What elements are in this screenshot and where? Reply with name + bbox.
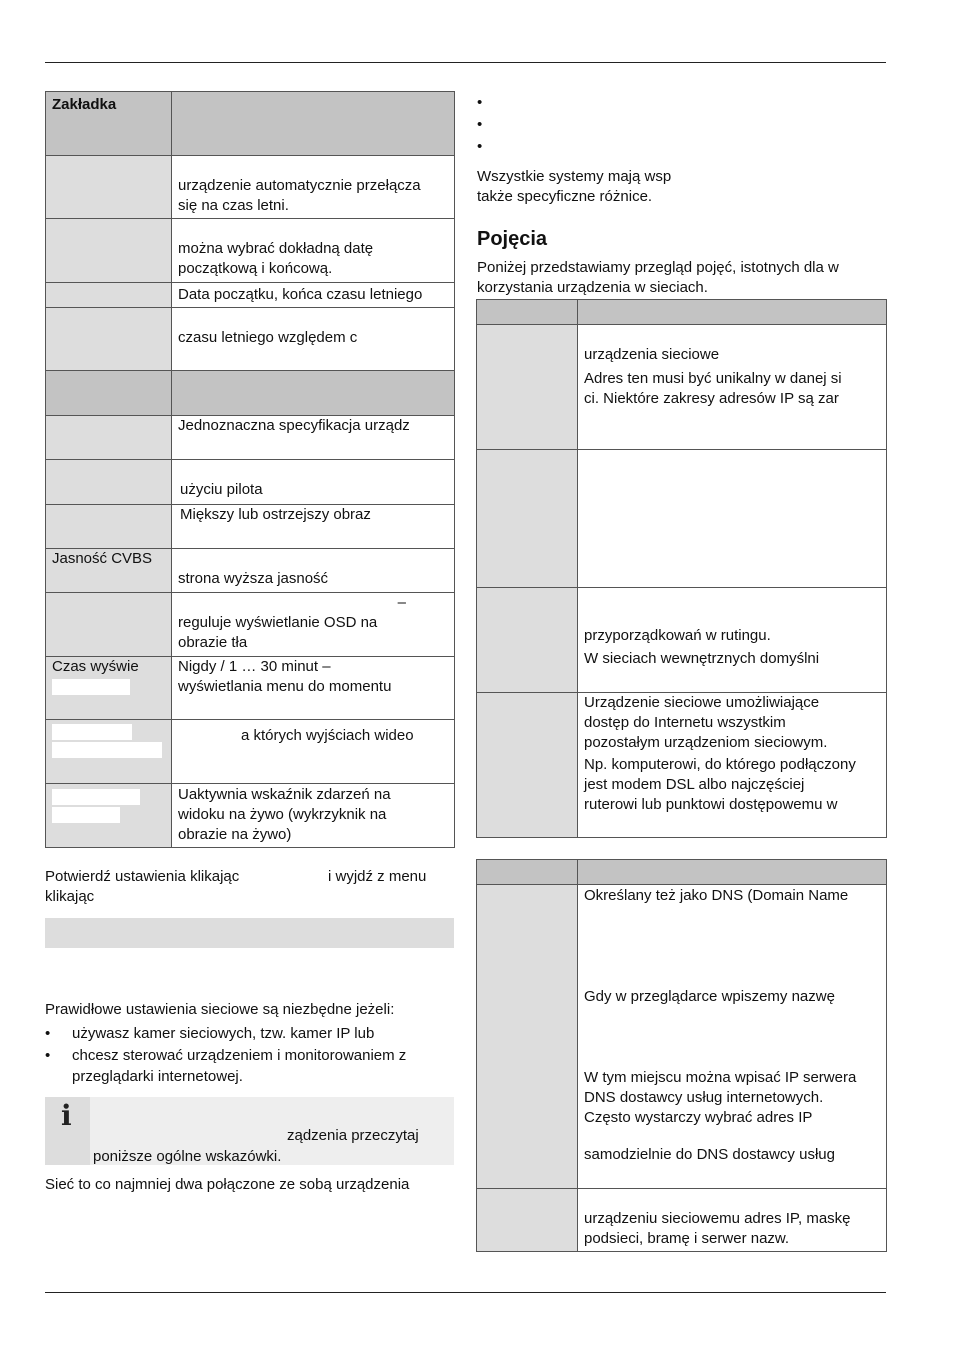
header-rule <box>45 62 886 63</box>
term-label <box>477 588 578 693</box>
section-label <box>46 371 172 416</box>
row-value: można wybrać dokładną datę początkową i końcową. <box>172 219 455 283</box>
table-row <box>46 549 455 593</box>
term-label <box>477 885 578 1189</box>
term-label <box>477 325 578 450</box>
table-row <box>46 784 455 848</box>
table-section-row <box>46 371 455 416</box>
systems-text: Wszystkie systemy mają wsp także specyficzne różnice. <box>477 168 672 205</box>
label-blank <box>52 789 140 805</box>
row-label <box>46 460 172 505</box>
table-row <box>477 1189 887 1252</box>
info-icon: i <box>45 1097 90 1165</box>
row-value: Jednoznaczna specyfikacja urządz <box>172 416 455 460</box>
label-blank <box>52 724 132 740</box>
row-label: Czas wyświe <box>46 657 172 720</box>
table-row <box>477 450 887 588</box>
list-item: • chcesz sterować urządzeniem i monitorowaniem z przeglądarki internetowej. <box>45 1045 454 1087</box>
term-label <box>477 450 578 588</box>
row-value: użyciu pilota <box>172 460 455 505</box>
right-bullets <box>477 92 886 158</box>
row-label <box>46 593 172 657</box>
row-value: Data początku, końca czasu letniego <box>172 283 455 308</box>
terms-table-2 <box>476 859 887 1252</box>
settings-table <box>45 91 455 848</box>
header-description <box>578 300 887 325</box>
header-term <box>477 300 578 325</box>
table-header-tab: Zakładka <box>46 92 172 156</box>
row-value: czasu letniego względem c <box>172 308 455 371</box>
term-description: przyporządkowań w rutingu. W sieciach wewnętrznych domyślni <box>578 588 887 693</box>
row-label <box>46 308 172 371</box>
term-label <box>477 1189 578 1252</box>
label-blank <box>52 679 130 695</box>
term-description: urządzeniu sieciowemu adres IP, maskę podsieci, bramę i serwer nazw. <box>578 1189 887 1252</box>
table-header-row <box>477 860 887 885</box>
table-row <box>46 505 455 549</box>
terms-table-1 <box>476 299 887 838</box>
row-label <box>46 784 172 848</box>
row-value: Uaktywnia wskaźnik zdarzeń na widoku na żywo (wykrzyknik na obrazie na żywo) <box>172 784 455 848</box>
term-description: urządzenia sieciowe Adres ten musi być unikalny w danej si ci. Niektóre zakresy adresów IP są zar <box>578 325 887 450</box>
table-row <box>46 156 455 219</box>
row-value: Miększy lub ostrzejszy obraz <box>172 505 455 549</box>
confirm-text: Potwierdź ustawienia klikając i wyjdź z menu klikając <box>45 868 427 905</box>
label-blank <box>52 807 120 823</box>
footer-rule <box>45 1292 886 1293</box>
table-row <box>477 693 887 838</box>
list-item: • używasz kamer sieciowych, tzw. kamer IP lub <box>45 1023 454 1044</box>
header-description <box>578 860 887 885</box>
table-row <box>46 593 455 657</box>
table-header-row <box>477 300 887 325</box>
term-label <box>477 693 578 838</box>
network-section: Prawidłowe ustawienia sieciowe są niezbędne jeżeli: • używasz kamer sieciowych, tzw. kamer IP lub • chcesz sterować urządzeniem i monitorowaniem z przeglądarki internetowej. <box>45 1000 454 1088</box>
table-row <box>46 720 455 784</box>
term-description: Określany też jako DNS (Domain Name Gdy w przeglądarce wpiszemy nazwę W tym miejscu można wpisać IP serwera DNS dostawcy usług internetowych. Często wystarczy wybrać adres IP samodzielnie do DNS dostawcy usług <box>578 885 887 1189</box>
table-row <box>477 325 887 450</box>
row-value: urządzenie automatycznie przełącza się na czas letni. <box>172 156 455 219</box>
section-value <box>172 371 455 416</box>
row-label <box>46 219 172 283</box>
network-footer-text: Sieć to co najmniej dwa połączone ze sobą urządzenia <box>45 1176 410 1193</box>
table-row <box>477 885 887 1189</box>
row-label <box>46 416 172 460</box>
row-label: Jasność CVBS <box>46 549 172 593</box>
table-header-empty <box>172 92 455 156</box>
table-row <box>46 416 455 460</box>
list-item <box>477 114 886 135</box>
section-title: Pojęcia <box>477 228 548 250</box>
table-header-row <box>46 92 455 156</box>
section-intro: Poniżej przedstawiamy przegląd pojęć, istotnych dla w korzystania urządzenia w sieciach. <box>477 259 839 296</box>
row-label <box>46 505 172 549</box>
list-item <box>477 136 886 157</box>
row-value: a których wyjściach wideo <box>172 720 455 784</box>
row-label <box>46 720 172 784</box>
row-value: – reguluje wyświetlanie OSD na obrazie tła <box>172 593 455 657</box>
row-value: Nigdy / 1 … 30 minut – wyświetlania menu do momentu <box>172 657 455 720</box>
table-row <box>477 588 887 693</box>
info-note <box>45 1097 454 1165</box>
info-note-text: ządzenia przeczytaj poniższe ogólne wskazówki. <box>93 1127 419 1165</box>
row-label <box>46 156 172 219</box>
table-row <box>46 460 455 505</box>
term-description <box>578 450 887 588</box>
header-term <box>477 860 578 885</box>
term-description: Urządzenie sieciowe umożliwiające dostęp do Internetu wszystkim pozostałym urządzeniom sieciowym. Np. komputerowi, do którego podłączony jest modem DSL albo najczęściej ruterowi lub punktowi dostępowemu w <box>578 693 887 838</box>
label-blank <box>52 742 162 758</box>
table-row <box>46 219 455 283</box>
table-row <box>46 657 455 720</box>
table-row <box>46 283 455 308</box>
row-label <box>46 283 172 308</box>
table-row <box>46 308 455 371</box>
list-item <box>477 92 886 113</box>
row-value: strona wyższa jasność <box>172 549 455 593</box>
section-heading-bar <box>45 918 454 948</box>
